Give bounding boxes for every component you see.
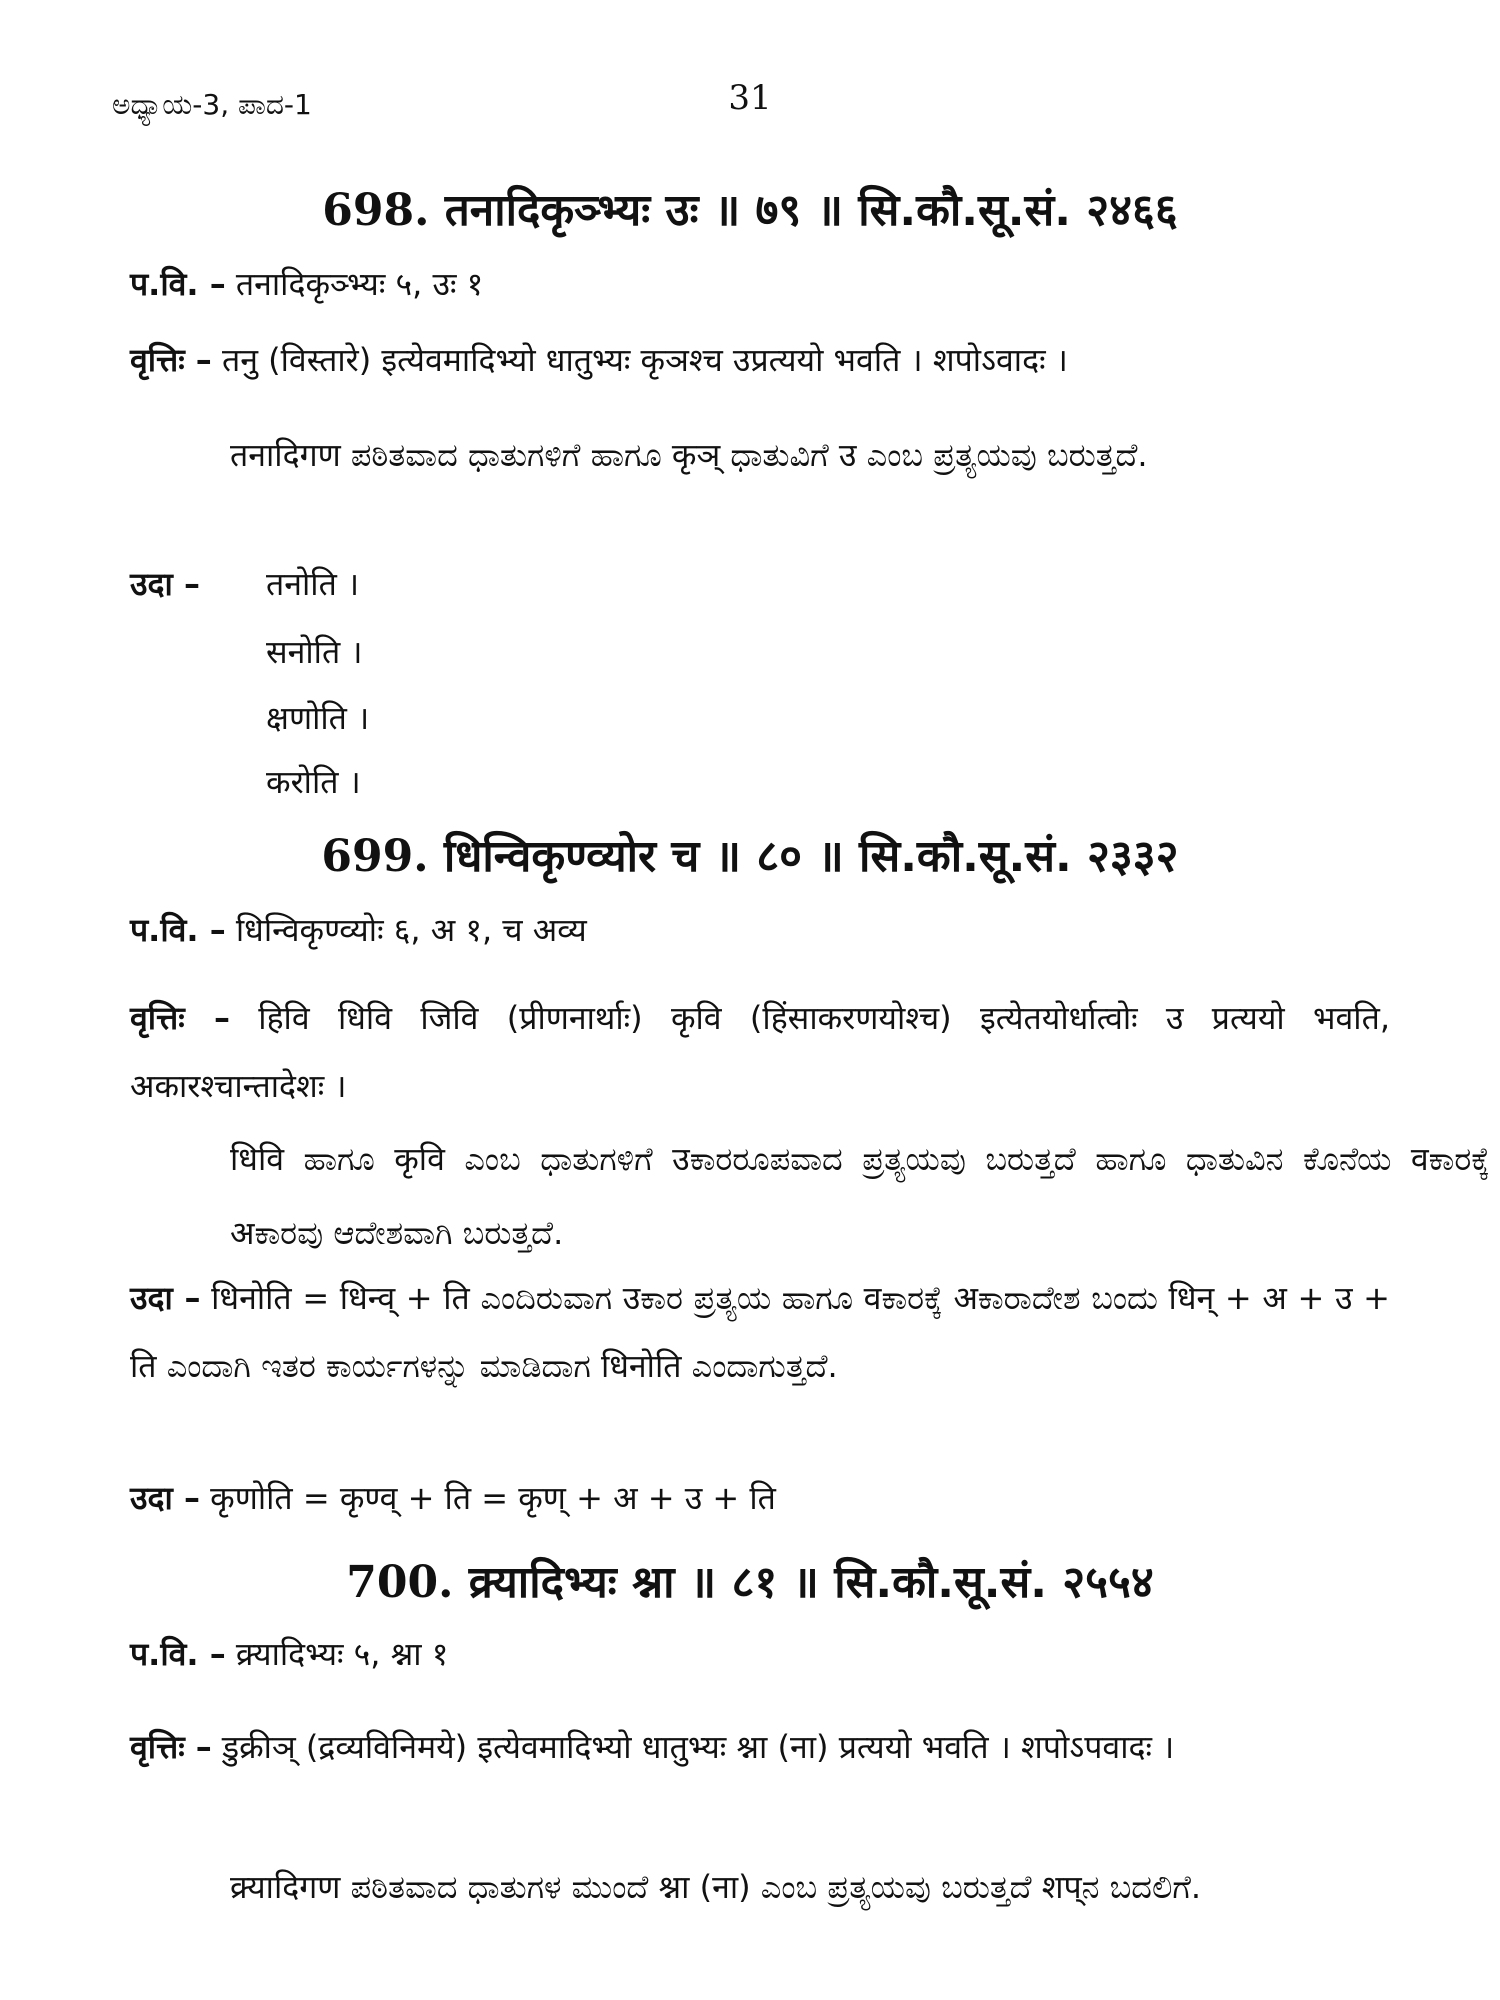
uda-label: उदा – xyxy=(130,1279,201,1317)
sutra-699-heading xyxy=(0,824,1500,884)
uda-text: धिनोति = धिन्व् + ति ಎಂದಿರುವಾಗ उಕಾರ ಪ್ರತ್ಯಯ ಹಾಗೂ वಕಾರಕ್ಕೆ अಕಾರಾದೇಶ ಬಂದು धिन् + अ + उ + ति ಎಂದಾಗಿ ಇತರ ಕಾರ್ಯಗಳನ್ನು ಮಾಡಿದಾಗ धिनोति ಎಂದಾಗುತ್ತದೆ. xyxy=(130,1279,1390,1385)
example-item: सनोति । xyxy=(266,633,363,671)
sutra-number: 699. xyxy=(321,831,429,882)
kannada-explanation-700: क्र्यादिगण ಪಠಿತವಾದ ಧಾತುಗಳ ಮುಂದೆ श्ना (ना) ಎಂಬ ಪ್ರತ್ಯಯವು ಬರುತ್ತದೆ शप्ನ ಬದಲಿಗೆ. xyxy=(230,1868,1202,1906)
vritti-label: वृत्तिः – xyxy=(130,341,212,379)
sutra-title: धिन्विकृण्व्योर च ॥ ८० ॥ सि.कौ.सू.सं. २३३२ xyxy=(443,831,1179,882)
pavi-label: प.वि. – xyxy=(130,265,226,303)
uda-text: कृणोति = कृण्व् + ति = कृण् + अ + उ + ति xyxy=(210,1479,776,1517)
sutra-number: 698. xyxy=(322,185,430,236)
vritti-699 xyxy=(130,984,1390,1120)
vritti-label: वृत्तिः – xyxy=(130,1728,212,1766)
vritti-text: तनु (विस्तारे) इत्येवमादिभ्यो धातुभ्यः कृञश्च उप्रत्ययो भवति । शपोऽवादः । xyxy=(221,341,1068,379)
running-head: ಅಧ್ಯಾಯ-3, ಪಾದ-1 xyxy=(112,88,312,121)
example-item: करोति । xyxy=(266,763,361,801)
vritti-label: वृत्तिः – xyxy=(130,999,230,1037)
sutra-700-heading xyxy=(0,1550,1500,1610)
pavi-label: प.वि. – xyxy=(130,911,226,949)
sutra-title: क्र्यादिभ्यः श्ना ॥ ८१ ॥ सि.कौ.सू.सं. २५५४ xyxy=(468,1557,1154,1608)
pavi-text: तनादिकृञ्भ्यः ५, उः १ xyxy=(235,265,484,303)
sutra-number: 700. xyxy=(346,1557,454,1608)
pada-viccheda-700 xyxy=(130,1632,1390,1676)
pavi-text: धिन्विकृण्व्योः ६, अ १, च अव्य xyxy=(235,911,587,949)
udaharana-699-1 xyxy=(130,1264,1390,1400)
kannada-explanation-699: धिवि ಹಾಗೂ कृवि ಎಂಬ ಧಾತುಗಳಿಗೆ उಕಾರರೂಪವಾದ ಪ್ರತ್ಯಯವು ಬರುತ್ತದೆ ಹಾಗೂ ಧಾತುವಿನ ಕೊನೆಯ वಕಾರಕ್ಕೆ अಕಾರವು ಆದೇಶವಾಗಿ ಬರುತ್ತದೆ. xyxy=(230,1140,1490,1252)
example-item: क्षणोति । xyxy=(266,699,370,737)
page-number: 31 xyxy=(728,78,772,118)
uda-label: उदा – xyxy=(130,1479,200,1517)
example-item: तनोति । xyxy=(266,565,360,603)
vritti-698 xyxy=(130,338,1390,382)
uda-label: उदा – xyxy=(130,565,200,603)
sutra-title: तनादिकृञ्भ्यः उः ॥ ७९ ॥ सि.कौ.सू.सं. २४६६ xyxy=(444,185,1178,236)
kannada-explanation-698: तनादिगण ಪಠಿತವಾದ ಧಾತುಗಳಿಗೆ ಹಾಗೂ कृञ् ಧಾತುವಿಗೆ उ ಎಂಬ ಪ್ರತ್ಯಯವು ಬರುತ್ತದೆ. xyxy=(230,436,1148,474)
vritti-700 xyxy=(130,1712,1390,1782)
udaharana-699-2 xyxy=(130,1476,1390,1520)
pavi-label: प.वि. – xyxy=(130,1635,226,1673)
pada-viccheda-698 xyxy=(130,262,1390,306)
vritti-text: हिवि धिवि जिवि (प्रीणनार्थाः) कृवि (हिंसाकरणयोश्च) इत्येतयोर्धात्वोः उ प्रत्ययो भवति, अकारश्चान्तादेशः । xyxy=(130,999,1390,1105)
vritti-text: डुक्रीञ् (द्रव्यविनिमये) इत्येवमादिभ्यो धातुभ्यः श्ना (ना) प्रत्ययो भवति । शपोऽपवादः । xyxy=(221,1728,1175,1766)
pada-viccheda-699 xyxy=(130,908,1390,952)
pavi-text: क्र्यादिभ्यः ५, श्ना १ xyxy=(235,1635,449,1673)
sutra-698-heading xyxy=(0,178,1500,238)
